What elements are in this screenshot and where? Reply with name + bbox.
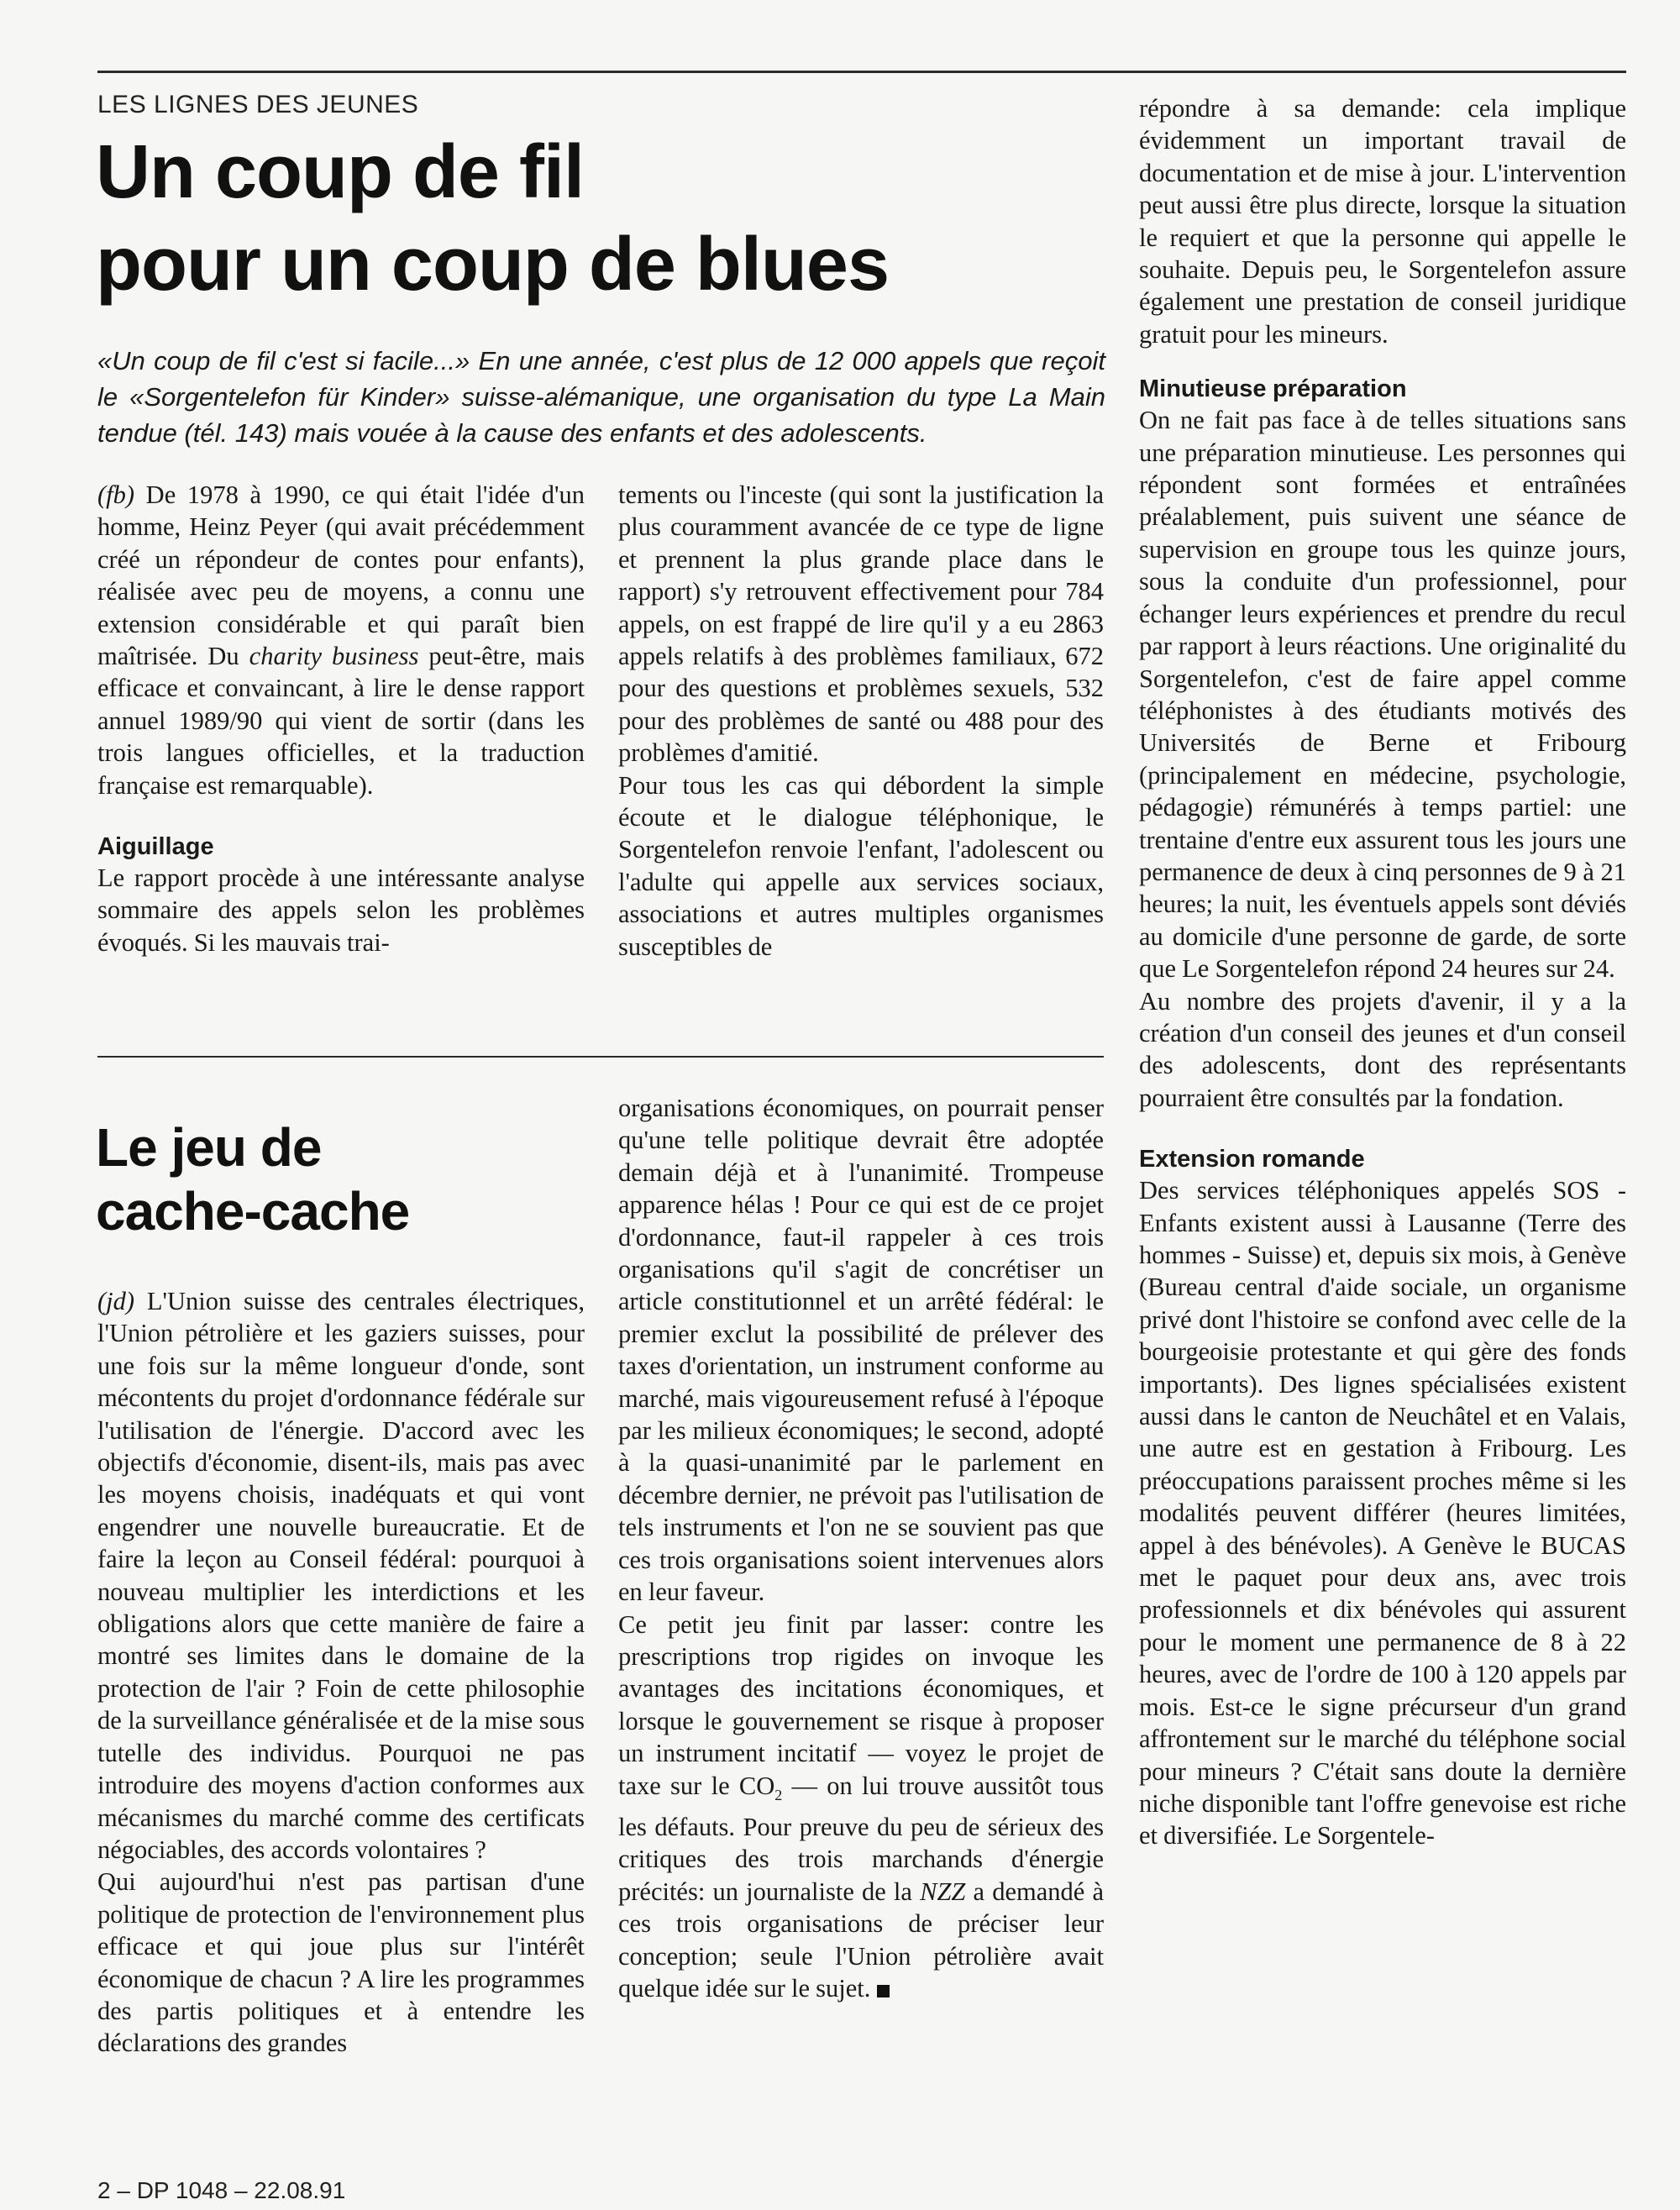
headline-line-1: Le jeu de — [96, 1117, 322, 1178]
paragraph: tements ou l'inceste (qui sont la justification la plus couramment avancée de ce type de ligne et prennent la plus grande place dans le rapport) s'y retrouvent effectivement pour 784 appels, on est frappé de lire qu'il y a eu 2863 appels relatifs à des problèmes familiaux, 672 pour des questions et problèmes sexuels, 532 pour des problèmes de santé ou 488 pour des problèmes d'amitié. — [618, 480, 1104, 768]
article-2-headline — [96, 1115, 600, 1243]
page-footer: 2 – DP 1048 – 22.08.91 — [97, 2177, 346, 2203]
paragraph: répondre à sa demande: cela implique évidemment un important travail de documentation et de mise à jour. L'intervention peut aussi être plus directe, lorsque la situation le requiert et que la personne qui appelle le souhaite. Depuis peu, le Sorgentelefon assure également une prestation de conseil juridique gratuit pour les mineurs. — [1139, 94, 1626, 349]
article-2-column-1 — [97, 1285, 585, 2060]
article-1-column-2 — [618, 479, 1104, 963]
subheading-minutieuse-preparation: Minutieuse préparation — [1139, 375, 1407, 403]
paragraph: Au nombre des projets d'avenir, il y a la création d'un conseil des jeunes et d'un conseil des adolescents, dont des représentants pourraient être consultés par la fondation. — [1139, 986, 1626, 1112]
paragraph: Ce petit jeu finit par lasser: contre les prescriptions trop rigides on invoque les avantages des incitations économiques, et lorsque le gouvernement se risque à proposer un instrument incitatif — voyez le projet de taxe sur le $CO_2$ — on lui trouve aussitôt tous les défauts. Pour preuve du peu de sérieux des critiques des trois marchands d'énergie précités: un journaliste de la NZZ a demandé à ces trois organisations de préciser leur conception; seule l'Union pétrolière avait quelque idée sur le sujet. — [618, 1609, 1104, 2003]
paragraph: Le rapport procède à une intéressante analyse sommaire des appels selon les problèmes évoqués. Si les mauvais trai- — [97, 864, 585, 957]
section-divider-rule — [97, 1056, 1104, 1058]
paragraph: organisations économiques, on pourrait penser qu'une telle politique devrait être adoptée demain déjà et à l'unanimité. Trompeuse apparence hélas ! Pour ce qui est de ce projet d'ordonnance, faut-il rappeler à ces trois organisations qu'il s'agit de concrétiser un article constitutionnel et un arrêté fédéral: le premier exclut la possibilité de prélever des taxes d'orientation, un instrument conforme au marché, mais vigoureusement refusé à l'époque par les milieux économiques; le second, adopté à la quasi-unanimité par le parlement en décembre dernier, ne prévoit pas l'utilisation de tels instruments et l'on ne se souvient pas que ces trois organisations soient intervenues alors en leur faveur. — [618, 1094, 1104, 1607]
article-1-headline — [96, 126, 1104, 311]
article-2-column-2 — [618, 1092, 1104, 2004]
article-1-column-3 — [1139, 92, 1626, 1852]
paragraph: Qui aujourd'hui n'est pas partisan d'une politique de protection de l'environnement plus efficace et qui joue plus sur l'intérêt économique de chacun ? A lire les programmes des partis politiques et à entendre les déclarations des grandes — [97, 1867, 585, 2058]
author-initials: (jd) — [97, 1287, 135, 1315]
top-rule — [97, 71, 1626, 73]
headline-line-2: pour un coup de blues — [96, 223, 889, 307]
article-1-column-1 — [97, 479, 585, 958]
paragraph: Pour tous les cas qui débordent la simple écoute et le dialogue téléphonique, le Sorgentelefon renvoie l'enfant, l'adolescent ou l'adulte qui appelle aux services sociaux, associations et autres multiples organismes susceptibles de — [618, 770, 1104, 961]
subheading-aiguillage: Aiguillage — [97, 833, 214, 861]
paragraph: (fb) De 1978 à 1990, ce qui était l'idée d'un homme, Heinz Peyer (qui avait précédemment créé un répondeur de contes pour enfants), réalisée avec peu de moyens, a connu une extension considérable et qui paraît bien maîtrisée. Du charity business peut-être, mais efficace et convaincant, à lire le dense rapport annuel 1989/90 qui vient de sortir (dans les trois langues officielles, et la traduction française est remarquable). — [97, 480, 585, 800]
section-kicker: LES LIGNES DES JEUNES — [97, 91, 419, 118]
paragraph: Des services téléphoniques appelés SOS -Enfants existent aussi à Lausanne (Terre des hommes - Suisse) et, depuis six mois, à Genève (Bureau central d'aide sociale, un organisme privé dont l'histoire se confond avec celle de la bourgeoisie protestante et qui gère des fonds importants). Des lignes spécialisées existent aussi dans le canton de Neuchâtel et en Valais, une autre est en gestation à Fribourg. Les préoccupations paraissent proches même si les modalités peuvent différer (heures limitées, appel à des bénévoles). A Genève le BUCAS met le paquet pour deux ans, avec trois professionnels et dix bénévoles qui assurent pour le moment une permanence de 8 à 22 heures, avec de l'ordre de 100 à 120 appels par mois. Est-ce le signe précurseur d'un grand affrontement sur le marché du téléphone social pour mineurs ? C'était sans doute la dernière niche disponible tant l'offre genevoise est riche et diversifiée. Le Sorgentele- — [1139, 1176, 1626, 1850]
author-initials: (fb) — [97, 480, 135, 509]
paragraph: On ne fait pas face à de telles situations sans une préparation minutieuse. Les personnes qui répondent sont formées et entraînées préalablement, puis suivent une séance de supervision en groupe tous les quinze jours, sous la conduite d'un professionnel, pour échanger leurs expériences et prendre du recul par rapport à leurs réactions. Une originalité du Sorgentelefon, c'est de faire appel comme téléphonistes à des étudiants motivés des Universités de Berne et Fribourg (principalement en médecine, psychologie, pédagogie) rémunérés à temps partiel: une trentaine d'entre eux assurent tous les jours une permanence de deux à cinq personnes de 9 à 21 heures; la nuit, les éventuels appels sont déviés au domicile d'une personne de garde, de sorte que Le Sorgentelefon répond 24 heures sur 24. — [1139, 406, 1626, 984]
headline-line-1: Un coup de fil — [96, 130, 584, 214]
article-1-lede: «Un coup de fil c'est si facile...» En une année, c'est plus de 12 000 appels que reçoit le «Sorgentelefon für Kinder» suisse-alémanique, une organisation du type La Main tendue (tél. 143) mais vouée à la cause des enfants et des adolescents. — [97, 346, 1105, 448]
end-of-article-mark — [877, 1985, 890, 1997]
subheading-extension-romande: Extension romande — [1139, 1146, 1365, 1173]
headline-line-2: cache-cache — [96, 1181, 410, 1241]
paragraph: (jd) L'Union suisse des centrales électriques, l'Union pétrolière et les gaziers suisses, pour une fois sur la même longueur d'onde, sont mécontents du projet d'ordonnance fédérale sur l'utilisation de l'énergie. D'accord avec les objectifs d'économie, disent-ils, mais pas avec les moyens choisis, inadéquats et qui vont engendrer une nouvelle bureaucratie. Et de faire la leçon au Conseil fédéral: pourquoi à nouveau multiplier les interdictions et les obligations alors que cette manière de faire a montré ses limites dans le domaine de la protection de l'air ? Foin de cette philosophie de la surveillance généralisée et de la mise sous tutelle des individus. Pourquoi ne pas introduire des moyens d'action conformes aux mécanismes du marché comme des certificats négociables, des accords volontaires ? — [97, 1287, 585, 1864]
